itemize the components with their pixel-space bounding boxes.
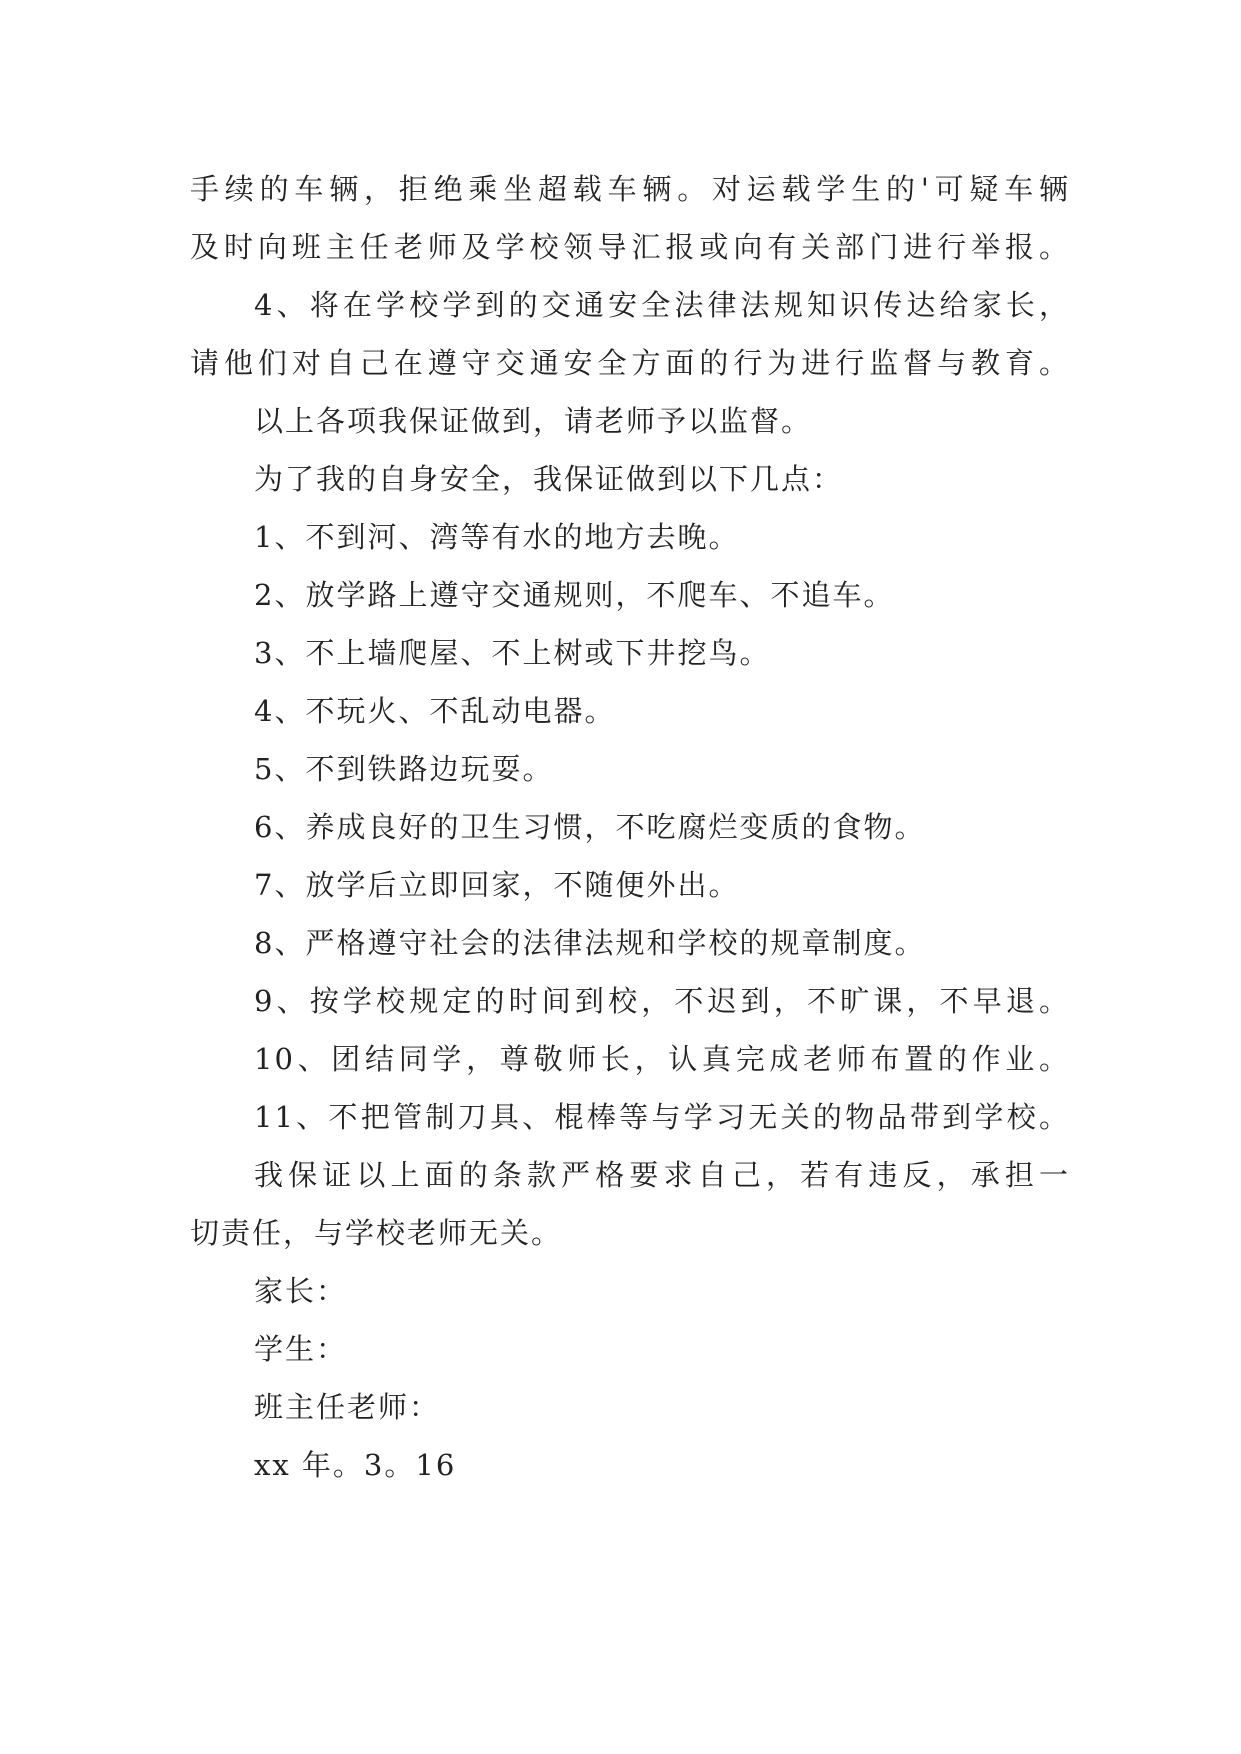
list-item: 9、按学校规定的时间到校，不迟到，不旷课，不早退。 bbox=[254, 984, 1070, 1018]
signature-parent-label: 家长： bbox=[254, 1274, 348, 1308]
list-item: 11、不把管制刀具、棍棒等与学习无关的物品带到学校。 bbox=[254, 1100, 1070, 1134]
list-item: 5、不到铁路边玩耍。 bbox=[254, 752, 554, 786]
list-item: 7、放学后立即回家，不随便外出。 bbox=[254, 868, 740, 902]
list-item: 10、团结同学，尊敬师长，认真完成老师布置的作业。 bbox=[254, 1042, 1070, 1076]
paragraph-line: 及时向班主任老师及学校领导汇报或向有关部门进行举报。 bbox=[190, 230, 1070, 264]
list-item: 8、严格遵守社会的法律法规和学校的规章制度。 bbox=[254, 926, 926, 960]
list-item: 6、养成良好的卫生习惯，不吃腐烂变质的食物。 bbox=[254, 810, 926, 844]
paragraph-line: 我保证以上面的条款严格要求自己，若有违反，承担一 bbox=[254, 1158, 1070, 1192]
list-item: 2、放学路上遵守交通规则，不爬车、不追车。 bbox=[254, 578, 895, 612]
document-date: xx 年。3。16 bbox=[254, 1448, 457, 1482]
signature-student-label: 学生： bbox=[254, 1332, 348, 1366]
paragraph-line: 以上各项我保证做到，请老师予以监督。 bbox=[254, 404, 813, 438]
paragraph-line: 切责任，与学校老师无关。 bbox=[190, 1216, 563, 1250]
paragraph-line: 请他们对自己在遵守交通安全方面的行为进行监督与教育。 bbox=[190, 346, 1070, 380]
paragraph-line: 4、将在学校学到的交通安全法律法规知识传达给家长， bbox=[254, 288, 1070, 322]
list-item: 1、不到河、湾等有水的地方去晚。 bbox=[254, 520, 740, 554]
paragraph-line: 为了我的自身安全，我保证做到以下几点： bbox=[254, 462, 844, 496]
paragraph-line: 手续的车辆，拒绝乘坐超载车辆。对运载学生的'可疑车辆 bbox=[190, 172, 1070, 206]
signature-teacher-label: 班主任老师： bbox=[254, 1390, 441, 1424]
list-item: 3、不上墙爬屋、不上树或下井挖鸟。 bbox=[254, 636, 771, 670]
list-item: 4、不玩火、不乱动电器。 bbox=[254, 694, 616, 728]
document-body bbox=[190, 160, 1070, 1494]
